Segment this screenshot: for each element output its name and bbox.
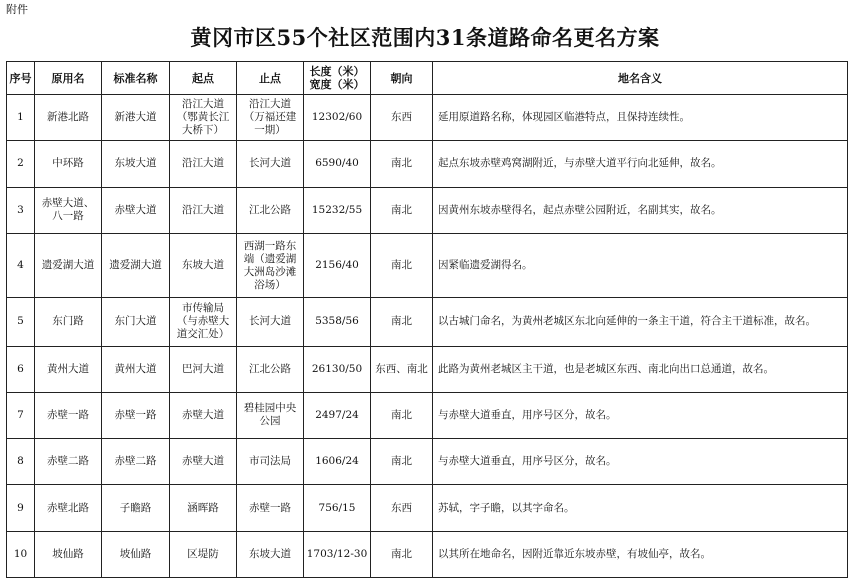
cell-start-point: 赤壁大道: [170, 392, 237, 438]
cell-end-point: 江北公路: [237, 187, 304, 233]
cell-no: 5: [7, 298, 35, 346]
cell-length-width: 1703/12-30: [304, 531, 371, 577]
table-row: [7, 531, 848, 577]
cell-old-name: 赤壁一路: [35, 392, 102, 438]
cell-meaning: 延用原道路名称，体现园区临港特点，且保持连续性。: [433, 95, 848, 141]
cell-meaning: 因紧临遗爱湖得名。: [433, 233, 848, 297]
header-length-width: 长度（米）宽度（米）: [304, 62, 371, 95]
cell-no: 1: [7, 95, 35, 141]
header-direction: 朝向: [371, 62, 433, 95]
cell-start-point: 区堤防: [170, 531, 237, 577]
cell-meaning: 与赤壁大道垂直，用序号区分，故名。: [433, 439, 848, 485]
cell-old-name: 遗爱湖大道: [35, 233, 102, 297]
table-row: [7, 187, 848, 233]
cell-direction: 南北: [371, 439, 433, 485]
cell-old-name: 赤壁大道、八一路: [35, 187, 102, 233]
header-standard-name: 标准名称: [102, 62, 170, 95]
cell-standard-name: 坡仙路: [102, 531, 170, 577]
cell-length-width: 12302/60: [304, 95, 371, 141]
cell-standard-name: 东门大道: [102, 298, 170, 346]
cell-length-width: 6590/40: [304, 141, 371, 187]
cell-direction: 南北: [371, 233, 433, 297]
cell-start-point: 涵晖路: [170, 485, 237, 531]
cell-standard-name: 赤壁大道: [102, 187, 170, 233]
cell-direction: 东西、南北: [371, 346, 433, 392]
cell-old-name: 东门路: [35, 298, 102, 346]
header-row: [7, 62, 848, 95]
table-row: [7, 392, 848, 438]
document-title: 黄冈市区55个社区范围内31条道路命名更名方案: [190, 25, 660, 50]
cell-length-width: 26130/50: [304, 346, 371, 392]
cell-end-point: 西湖一路东端（遗爱湖大洲岛沙滩浴场）: [237, 233, 304, 297]
cell-meaning: 与赤壁大道垂直，用序号区分，故名。: [433, 392, 848, 438]
cell-meaning: 因黄州东坡赤壁得名，起点赤壁公园附近，名副其实，故名。: [433, 187, 848, 233]
cell-length-width: 15232/55: [304, 187, 371, 233]
cell-end-point: 沿江大道（万福还建一期）: [237, 95, 304, 141]
cell-no: 10: [7, 531, 35, 577]
cell-start-point: 沿江大道（鄂黄长江大桥下）: [170, 95, 237, 141]
cell-standard-name: 子瞻路: [102, 485, 170, 531]
cell-length-width: 5358/56: [304, 298, 371, 346]
cell-meaning: 此路为黄州老城区主干道，也是老城区东西、南北向出口总通道，故名。: [433, 346, 848, 392]
cell-no: 2: [7, 141, 35, 187]
cell-end-point: 碧桂园中央公园: [237, 392, 304, 438]
cell-start-point: 沿江大道: [170, 187, 237, 233]
header-start-point: 起点: [170, 62, 237, 95]
cell-direction: 东西: [371, 95, 433, 141]
table-row: [7, 485, 848, 531]
table-row: [7, 233, 848, 297]
cell-start-point: 巴河大道: [170, 346, 237, 392]
cell-no: 7: [7, 392, 35, 438]
cell-end-point: 赤壁一路: [237, 485, 304, 531]
table-row: [7, 298, 848, 346]
cell-end-point: 长河大道: [237, 141, 304, 187]
cell-length-width: 2497/24: [304, 392, 371, 438]
header-old-name: 原用名: [35, 62, 102, 95]
cell-meaning: 以古城门命名，为黄州老城区东北向延伸的一条主干道，符合主干道标准，故名。: [433, 298, 848, 346]
cell-standard-name: 赤壁一路: [102, 392, 170, 438]
cell-no: 8: [7, 439, 35, 485]
cell-start-point: 沿江大道: [170, 141, 237, 187]
cell-end-point: 江北公路: [237, 346, 304, 392]
cell-start-point: 赤壁大道: [170, 439, 237, 485]
road-naming-table: [6, 61, 848, 578]
cell-old-name: 新港北路: [35, 95, 102, 141]
cell-meaning: 以其所在地命名，因附近靠近东坡赤壁，有坡仙亭，故名。: [433, 531, 848, 577]
cell-start-point: 市传输局（与赤壁大道交汇处）: [170, 298, 237, 346]
cell-direction: 南北: [371, 187, 433, 233]
cell-direction: 东西: [371, 485, 433, 531]
table-row: [7, 141, 848, 187]
cell-end-point: 长河大道: [237, 298, 304, 346]
cell-length-width: 2156/40: [304, 233, 371, 297]
cell-end-point: 市司法局: [237, 439, 304, 485]
cell-old-name: 坡仙路: [35, 531, 102, 577]
cell-old-name: 赤壁北路: [35, 485, 102, 531]
table-row: [7, 346, 848, 392]
cell-old-name: 赤壁二路: [35, 439, 102, 485]
table-row: [7, 95, 848, 141]
cell-start-point: 东坡大道: [170, 233, 237, 297]
header-end-point: 止点: [237, 62, 304, 95]
cell-no: 4: [7, 233, 35, 297]
cell-standard-name: 赤壁二路: [102, 439, 170, 485]
cell-old-name: 黄州大道: [35, 346, 102, 392]
cell-meaning: 苏轼，字子瞻，以其字命名。: [433, 485, 848, 531]
cell-direction: 南北: [371, 298, 433, 346]
cell-direction: 南北: [371, 141, 433, 187]
cell-length-width: 756/15: [304, 485, 371, 531]
attachment-label: 附件: [6, 3, 28, 16]
cell-no: 6: [7, 346, 35, 392]
cell-no: 3: [7, 187, 35, 233]
cell-no: 9: [7, 485, 35, 531]
cell-old-name: 中环路: [35, 141, 102, 187]
cell-meaning: 起点东坡赤壁鸡窝湖附近，与赤壁大道平行向北延伸，故名。: [433, 141, 848, 187]
cell-direction: 南北: [371, 531, 433, 577]
cell-direction: 南北: [371, 392, 433, 438]
cell-length-width: 1606/24: [304, 439, 371, 485]
cell-standard-name: 新港大道: [102, 95, 170, 141]
cell-standard-name: 东坡大道: [102, 141, 170, 187]
header-meaning: 地名含义: [433, 62, 848, 95]
header-no: 序号: [7, 62, 35, 95]
cell-standard-name: 黄州大道: [102, 346, 170, 392]
cell-standard-name: 遗爱湖大道: [102, 233, 170, 297]
table-row: [7, 439, 848, 485]
cell-end-point: 东坡大道: [237, 531, 304, 577]
